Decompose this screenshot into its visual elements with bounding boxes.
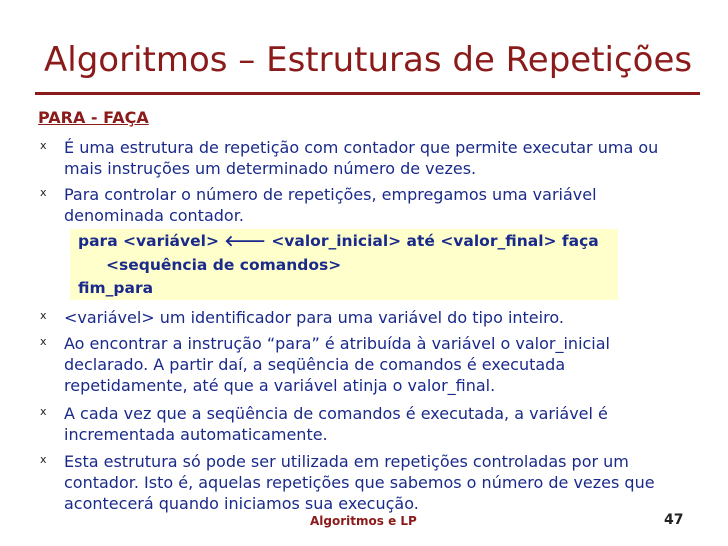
- bullet-line: incrementada automaticamente.: [64, 425, 328, 444]
- left-arrow-icon: 🡐: [224, 232, 266, 250]
- code-line-for: [78, 231, 599, 251]
- bullet-line: acontecerá quando iniciamos sua execução.: [64, 494, 419, 513]
- page-number: 47: [664, 512, 684, 528]
- bullet-marker-icon: x: [40, 405, 47, 418]
- bullet-text: [64, 403, 684, 445]
- title-divider: [35, 92, 700, 95]
- code-text: para <variável>: [78, 232, 225, 250]
- bullet-marker-icon: x: [40, 139, 47, 152]
- bullet-line: Para controlar o número de repetições, empregamos uma variável: [64, 185, 597, 204]
- code-line-end: fim_para: [78, 279, 154, 297]
- bullet-marker-icon: x: [40, 186, 47, 199]
- bullet-marker-icon: x: [40, 309, 47, 322]
- bullet-line: <variável> um identificador para uma variável do tipo inteiro.: [64, 308, 564, 327]
- bullet-text: [64, 184, 684, 226]
- bullet-line: Esta estrutura só pode ser utilizada em repetições controladas por um: [64, 452, 629, 471]
- bullet-text: [64, 307, 684, 328]
- code-line-body: <sequência de comandos>: [106, 256, 342, 274]
- bullet-line: Ao encontrar a instrução “para” é atribuída à variável o valor_inicial: [64, 334, 610, 353]
- bullet-marker-icon: x: [40, 453, 47, 466]
- bullet-text: [64, 333, 684, 396]
- slide-title: Algoritmos – Estruturas de Repetições: [44, 40, 693, 80]
- bullet-text: [64, 451, 684, 514]
- bullet-marker-icon: x: [40, 335, 47, 348]
- bullet-text: [64, 137, 684, 179]
- bullet-line: declarado. A partir daí, a seqüência de comandos é executada: [64, 355, 566, 374]
- footer-course-name: Algoritmos e LP: [310, 514, 417, 528]
- bullet-line: denominada contador.: [64, 206, 244, 225]
- bullet-line: contador. Isto é, aquelas repetições que sabemos o número de vezes que: [64, 473, 655, 492]
- code-block: [70, 229, 618, 300]
- code-text: <valor_inicial> até <valor_final> faça: [265, 232, 599, 250]
- bullet-line: repetidamente, até que a variável atinja o valor_final.: [64, 376, 496, 395]
- bullet-line: É uma estrutura de repetição com contador que permite executar uma ou: [64, 138, 659, 157]
- bullet-line: mais instruções um determinado número de vezes.: [64, 159, 477, 178]
- bullet-line: A cada vez que a seqüência de comandos é executada, a variável é: [64, 404, 608, 423]
- section-heading: PARA - FAÇA: [38, 108, 149, 127]
